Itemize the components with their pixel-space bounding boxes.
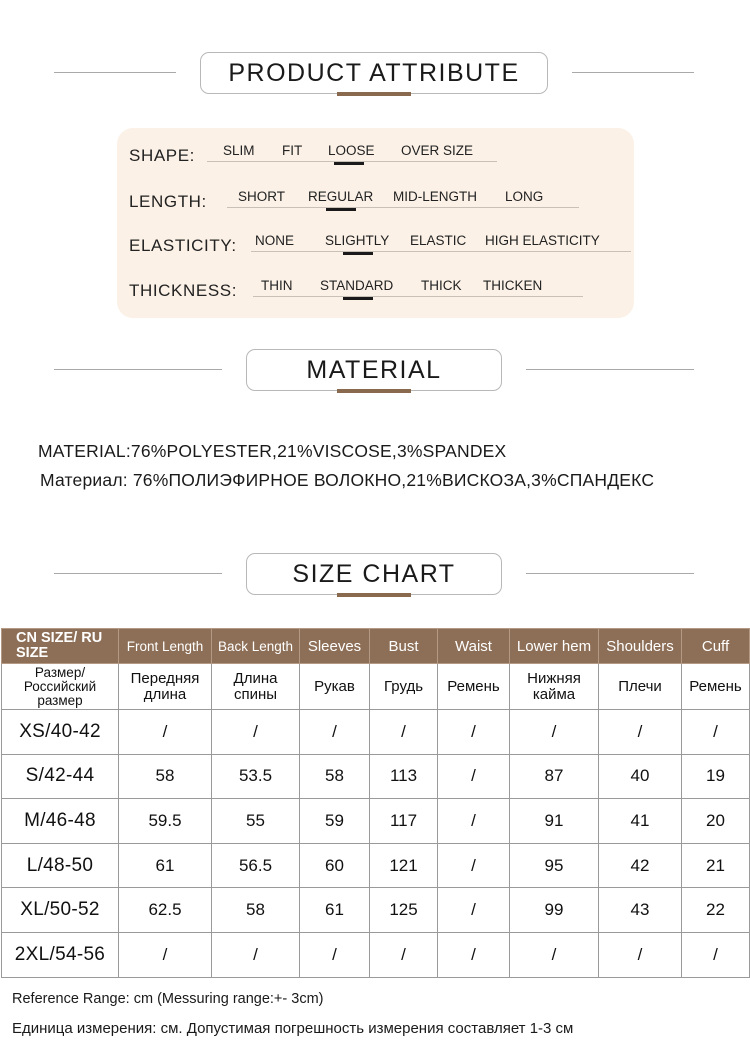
measurement-cell: /	[119, 932, 212, 977]
measurement-cell: 56.5	[212, 843, 300, 888]
header-accent-bar	[337, 389, 411, 393]
measurement-cell: /	[682, 932, 750, 977]
header-cell: Передняя длина	[119, 664, 212, 710]
header-line-right	[526, 573, 694, 574]
header-pill	[200, 52, 548, 94]
attribute-option-selected: LOOSE	[328, 143, 375, 158]
attribute-option: SLIM	[223, 143, 255, 158]
measurement-unit-note-russian: Единица измерения: см. Допустимая погрешность измерения составляет 1-3 см	[12, 1020, 574, 1037]
attribute-label: LENGTH:	[129, 192, 207, 211]
measurement-cell: /	[438, 710, 510, 755]
header-cell: Bust	[370, 629, 438, 664]
header-cell: Нижняя кайма	[510, 664, 599, 710]
header-cell: Front Length	[119, 629, 212, 664]
attribute-row-thickness	[129, 273, 629, 303]
size-cell: L/48-50	[2, 843, 119, 888]
selected-marker	[343, 252, 373, 255]
size-cell: 2XL/54-56	[2, 932, 119, 977]
measurement-cell: 58	[300, 754, 370, 799]
measurement-cell: 58	[212, 888, 300, 933]
measurement-cell: 61	[300, 888, 370, 933]
measurement-cell: 117	[370, 799, 438, 844]
header-cell: Waist	[438, 629, 510, 664]
header-pill	[246, 349, 502, 391]
measurement-cell: 43	[599, 888, 682, 933]
attribute-option: THICK	[421, 278, 462, 293]
attribute-label: ELASTICITY:	[129, 236, 237, 255]
section-title: PRODUCT ATTRIBUTE	[228, 59, 520, 87]
material-russian: Материал: 76%ПОЛИЭФИРНОЕ ВОЛОКНО,21%ВИСКОЗА,3%СПАНДЕКС	[40, 470, 655, 490]
measurement-cell: /	[682, 710, 750, 755]
measurement-cell: 61	[119, 843, 212, 888]
table-row	[2, 799, 750, 844]
table-row	[2, 888, 750, 933]
measurement-cell: /	[370, 710, 438, 755]
measurement-cell: /	[438, 888, 510, 933]
measurement-cell: 113	[370, 754, 438, 799]
attribute-option: NONE	[255, 233, 295, 248]
size-chart-header	[0, 553, 750, 603]
table-row	[2, 843, 750, 888]
attribute-option: FIT	[282, 143, 303, 158]
measurement-cell: 87	[510, 754, 599, 799]
header-cell: Shoulders	[599, 629, 682, 664]
measurement-cell: 60	[300, 843, 370, 888]
measurement-cell: 42	[599, 843, 682, 888]
selected-marker	[326, 208, 356, 211]
header-cell: Плечи	[599, 664, 682, 710]
measurement-cell: 59	[300, 799, 370, 844]
header-line-right	[572, 72, 694, 73]
size-cell: XS/40-42	[2, 710, 119, 755]
measurement-cell: /	[370, 932, 438, 977]
attribute-label: THICKNESS:	[129, 281, 238, 300]
measurement-cell: /	[438, 843, 510, 888]
selected-marker	[334, 162, 364, 165]
header-cell: Back Length	[212, 629, 300, 664]
header-cell: Размер/ Российский размер	[2, 664, 119, 710]
attribute-option: LONG	[505, 189, 544, 204]
header-line-left	[54, 573, 222, 574]
measurement-cell: 19	[682, 754, 750, 799]
measurement-cell: /	[300, 710, 370, 755]
attribute-option: OVER SIZE	[401, 143, 474, 158]
header-cell: Длина спины	[212, 664, 300, 710]
measurement-cell: /	[212, 710, 300, 755]
attribute-option-selected: STANDARD	[320, 278, 394, 293]
measurement-cell: 20	[682, 799, 750, 844]
header-cell: Грудь	[370, 664, 438, 710]
attribute-option: THICKEN	[483, 278, 543, 293]
selected-marker	[343, 297, 373, 300]
attribute-baseline	[251, 251, 631, 252]
attribute-option: MID-LENGTH	[393, 189, 477, 204]
attribute-baseline	[253, 296, 583, 297]
reference-range-note: Reference Range: cm (Messuring range:+- 3cm)	[12, 991, 324, 1007]
attribute-option: ELASTIC	[410, 233, 467, 248]
measurement-cell: 121	[370, 843, 438, 888]
measurement-cell: 99	[510, 888, 599, 933]
attribute-row-length	[129, 184, 629, 214]
header-accent-bar	[337, 593, 411, 597]
table-header-russian	[2, 664, 750, 710]
header-line-left	[54, 72, 176, 73]
attribute-option-selected: REGULAR	[308, 189, 374, 204]
measurement-cell: /	[599, 710, 682, 755]
size-cell: S/42-44	[2, 754, 119, 799]
attribute-option-selected: SLIGHTLY	[325, 233, 390, 248]
measurement-cell: 59.5	[119, 799, 212, 844]
measurement-cell: 125	[370, 888, 438, 933]
measurement-cell: /	[212, 932, 300, 977]
header-cell: Cuff	[682, 629, 750, 664]
table-row	[2, 710, 750, 755]
measurement-cell: /	[300, 932, 370, 977]
attribute-panel	[117, 128, 634, 318]
header-pill	[246, 553, 502, 595]
measurement-cell: /	[438, 799, 510, 844]
measurement-cell: 62.5	[119, 888, 212, 933]
measurement-cell: /	[438, 754, 510, 799]
header-cell: CN SIZE/ RU SIZE	[2, 629, 119, 664]
measurement-cell: /	[599, 932, 682, 977]
attribute-option: SHORT	[238, 189, 286, 204]
size-cell: XL/50-52	[2, 888, 119, 933]
header-cell: Sleeves	[300, 629, 370, 664]
measurement-cell: 53.5	[212, 754, 300, 799]
table-row	[2, 754, 750, 799]
measurement-cell: /	[510, 710, 599, 755]
table-header-english	[2, 629, 750, 664]
measurement-cell: 91	[510, 799, 599, 844]
header-cell: Ремень	[682, 664, 750, 710]
size-chart-table	[1, 628, 750, 978]
table-row	[2, 932, 750, 977]
section-title: SIZE CHART	[292, 560, 456, 588]
measurement-cell: /	[438, 932, 510, 977]
material-header	[0, 349, 750, 399]
size-cell: M/46-48	[2, 799, 119, 844]
header-cell: Ремень	[438, 664, 510, 710]
measurement-cell: 40	[599, 754, 682, 799]
measurement-cell: 55	[212, 799, 300, 844]
material-english: MATERIAL:76%POLYESTER,21%VISCOSE,3%SPANDEX	[38, 441, 507, 461]
measurement-cell: 21	[682, 843, 750, 888]
header-line-left	[54, 369, 222, 370]
header-cell: Lower hem	[510, 629, 599, 664]
measurement-cell: 58	[119, 754, 212, 799]
header-cell: Рукав	[300, 664, 370, 710]
header-accent-bar	[337, 92, 411, 96]
attribute-row-elasticity	[129, 228, 634, 258]
attribute-label: SHAPE:	[129, 146, 195, 165]
attribute-baseline	[227, 207, 579, 208]
measurement-cell: 95	[510, 843, 599, 888]
attribute-option: HIGH ELASTICITY	[485, 233, 600, 248]
measurement-cell: /	[510, 932, 599, 977]
product-attribute-header	[0, 52, 750, 102]
attribute-option: THIN	[261, 278, 293, 293]
header-line-right	[526, 369, 694, 370]
section-title: MATERIAL	[306, 356, 442, 384]
measurement-cell: /	[119, 710, 212, 755]
measurement-cell: 22	[682, 888, 750, 933]
measurement-cell: 41	[599, 799, 682, 844]
attribute-row-shape	[129, 138, 629, 168]
